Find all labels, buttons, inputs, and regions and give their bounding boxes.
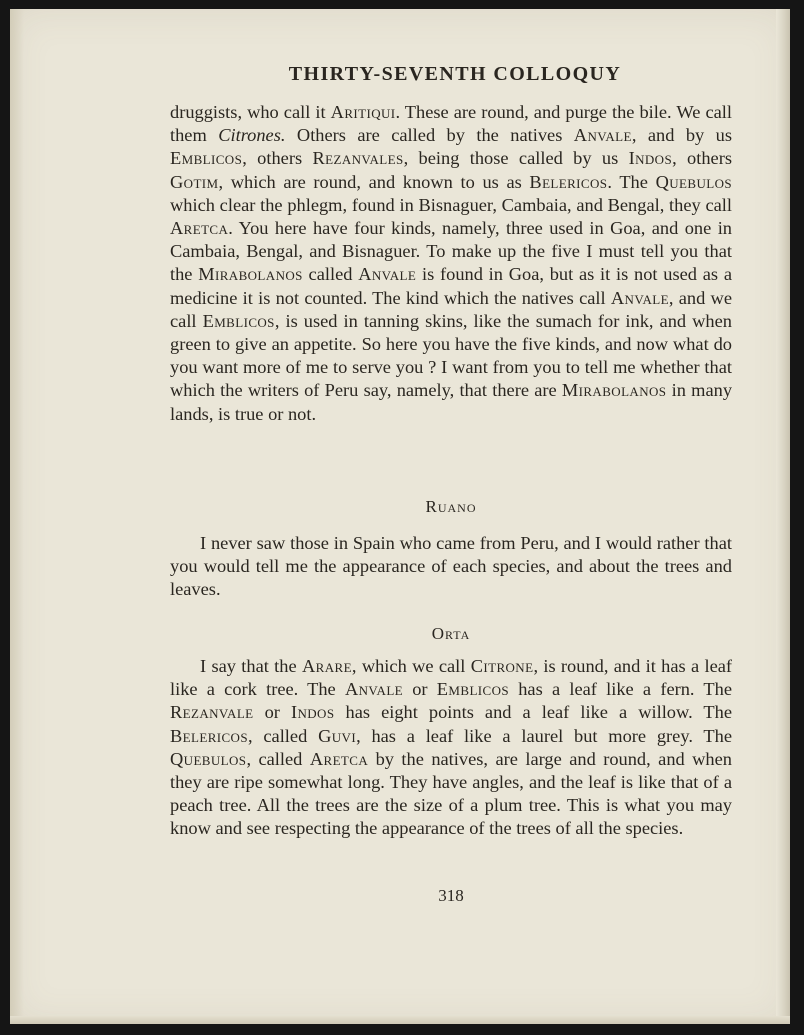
- small-caps-term: Aritiqui: [330, 102, 396, 122]
- spine-shadow: [10, 9, 24, 1024]
- page-number: 318: [438, 886, 464, 905]
- small-caps-term: Mirabolanos: [198, 264, 303, 285]
- small-caps-term: Guvi: [318, 725, 357, 746]
- small-caps-term: Emblicos: [170, 148, 243, 169]
- small-caps-term: Indos: [290, 702, 335, 723]
- small-caps-term: Arare: [301, 656, 352, 676]
- page-edge: [776, 9, 790, 1024]
- small-caps-term: Emblicos: [202, 310, 275, 331]
- small-caps-term: Rezanvale: [170, 702, 254, 723]
- small-caps-term: Mirabolanos: [561, 380, 667, 401]
- small-caps-term: Anvale: [344, 679, 404, 700]
- small-caps-term: Belericos: [529, 171, 608, 192]
- small-caps-term: Aretca: [309, 748, 369, 769]
- paragraph-2: [170, 532, 732, 602]
- paragraph-1-text: druggists, who call it Aritiqui. These are round, and purge the bile. We call them Citrones. Others are called by the natives Anvale, and by us Emblicos, others Rezanvales, being those called by us Indos, others Gotim, which are round, and known to us as Belericos. The Quebulos which clear the phlegm, found in Bisnaguer, Cambaia, and Bengal, they call Aretca. You here have four kinds, namely, three used in Goa, and one in Cambaia, Bengal, and Bisnaguer. To make up the five I must tell you that the Mirabolanos called Anvale is found in Goa, but as it is not used as a medicine it is not counted. The kind which the natives call Anvale, and we call Emblicos, is used in tanning skins, like the sumach for ink, and when green to give an appetite. So here you have the five kinds, and now what do you want more of me to serve you ? I want from you to tell me whether that which the writers of Peru say, namely, that there are Mirabolanos in many lands, is true or not.: [170, 102, 733, 424]
- small-caps-term: Anvale: [610, 287, 669, 308]
- small-caps-term: Quebulos: [170, 748, 247, 769]
- bottom-edge: [10, 1016, 790, 1024]
- speaker-heading-ruano: Ruano: [425, 497, 477, 516]
- speaker-heading-orta: Orta: [431, 624, 471, 643]
- small-caps-term: Citrone: [470, 656, 534, 676]
- small-caps-term: Emblicos: [436, 679, 510, 700]
- small-caps-term: Quebulos: [655, 171, 732, 192]
- small-caps-term: Indos: [628, 148, 673, 169]
- paragraph-1: [170, 101, 732, 426]
- small-caps-term: Aretca: [170, 218, 229, 239]
- small-caps-term: Belericos: [170, 725, 248, 746]
- paragraph-2-text: I never saw those in Spain who came from Peru, and I would rather that you would tell me the appearance of each species, and about the trees and leaves.: [170, 533, 732, 600]
- italic-term: Citrones.: [218, 125, 286, 146]
- running-head: THIRTY-SEVENTH COLLOQUY: [288, 63, 622, 85]
- small-caps-term: Anvale: [573, 125, 632, 146]
- small-caps-term: Anvale: [358, 264, 417, 285]
- small-caps-term: Gotim: [170, 171, 219, 192]
- paragraph-3-text: I say that the Arare, which we call Citrone, is round, and it has a leaf like a cork tree. The Anvale or Emblicos has a leaf like a fern. The Rezanvale or Indos has eight points and a leaf like a willow. The Belericos, called Guvi, has a leaf like a laurel but more grey. The Quebulos, called Aretca by the natives, are large and round, and when they are ripe somewhat long. They have angles, and the leaf is like that of a peach tree. All the trees are the size of a plum tree. This is what you may know and see respecting the appearance of the trees of all the species.: [170, 656, 733, 839]
- paragraph-3: [170, 655, 732, 841]
- small-caps-term: Rezanvales: [312, 148, 404, 169]
